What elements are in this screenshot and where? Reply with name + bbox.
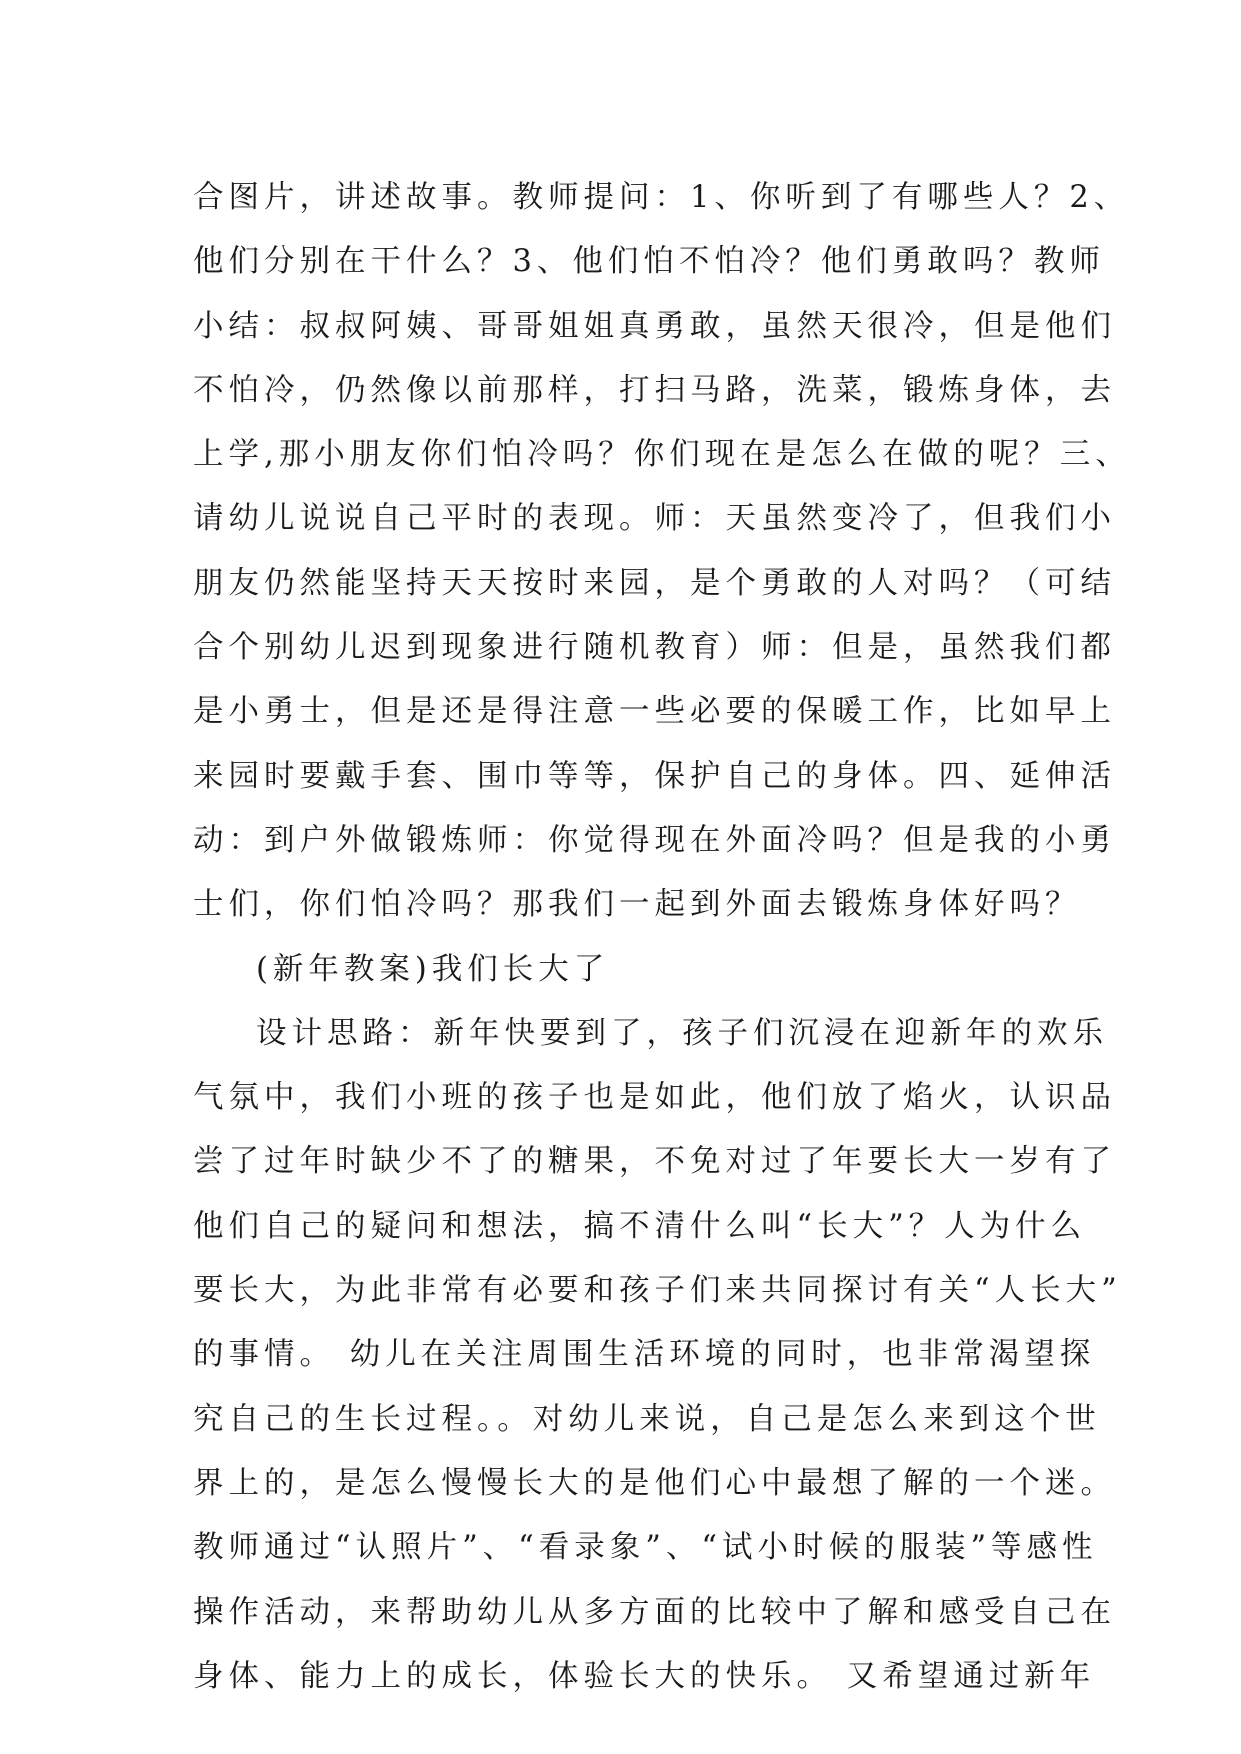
text-line: 他们分别在干什么？3、他们怕不怕冷？他们勇敢吗？教师 bbox=[193, 244, 1105, 280]
text-line: 朋友仍然能坚持天天按时来园，是个勇敢的人对吗？（可结 bbox=[193, 565, 1116, 601]
body-text bbox=[193, 166, 1131, 1709]
text-line: 究自己的生长过程。。对幼儿来说，自己是怎么来到这个世 bbox=[193, 1401, 1101, 1437]
text-line: 身体、能力上的成长，体验长大的快乐。 又希望通过新年 bbox=[193, 1658, 1096, 1694]
section-heading: (新年教案)我们长大了 bbox=[256, 951, 610, 987]
text-line: 不怕冷，仍然像以前那样，打扫马路，洗菜，锻炼身体，去 bbox=[193, 372, 1116, 408]
text-line: 合图片，讲述故事。教师提问：1、你听到了有哪些人？2、 bbox=[193, 180, 1130, 215]
text-line: 他们自己的疑问和想法，搞不清什么叫“长大”？人为什么 bbox=[193, 1208, 1087, 1244]
text-line: 合个别幼儿迟到现象进行随机教育）师：但是，虽然我们都 bbox=[193, 630, 1116, 666]
text-line: 是小勇士，但是还是得注意一些必要的保暖工作，比如早上 bbox=[193, 694, 1116, 730]
text-line: 要长大，为此非常有必要和孩子们来共同探讨有关“人长大” bbox=[193, 1273, 1122, 1309]
text-line: 设计思路：新年快要到了，孩子们沉浸在迎新年的欢乐 bbox=[256, 1015, 1108, 1051]
text-line: 上学,那小朋友你们怕冷吗？你们现在是怎么在做的呢？三、 bbox=[193, 437, 1131, 473]
text-line: 请幼儿说说自己平时的表现。师：天虽然变冷了，但我们小 bbox=[193, 501, 1116, 537]
text-line: 尝了过年时缺少不了的糖果，不免对过了年要长大一岁有了 bbox=[193, 1144, 1116, 1180]
text-line: 操作活动，来帮助幼儿从多方面的比较中了解和感受自己在 bbox=[193, 1594, 1116, 1630]
text-line: 界上的，是怎么慢慢长大的是他们心中最想了解的一个迷。 bbox=[193, 1465, 1116, 1501]
text-line: 小结：叔叔阿姨、哥哥姐姐真勇敢，虽然天很冷，但是他们 bbox=[193, 308, 1116, 344]
text-line: 气氛中，我们小班的孩子也是如此，他们放了焰火，认识品 bbox=[193, 1080, 1116, 1116]
text-line: 来园时要戴手套、围巾等等，保护自己的身体。四、延伸活 bbox=[193, 758, 1116, 794]
text-line: 的事情。 幼儿在关注周围生活环境的同时，也非常渴望探 bbox=[193, 1337, 1096, 1373]
text-line: 士们，你们怕冷吗？那我们一起到外面去锻炼身体好吗？ bbox=[193, 887, 1081, 923]
text-line: 教师通过“认照片”、“看录象”、“试小时候的服装”等感性 bbox=[193, 1530, 1098, 1566]
text-line: 动：到户外做锻炼师：你觉得现在外面冷吗？但是我的小勇 bbox=[193, 822, 1116, 858]
